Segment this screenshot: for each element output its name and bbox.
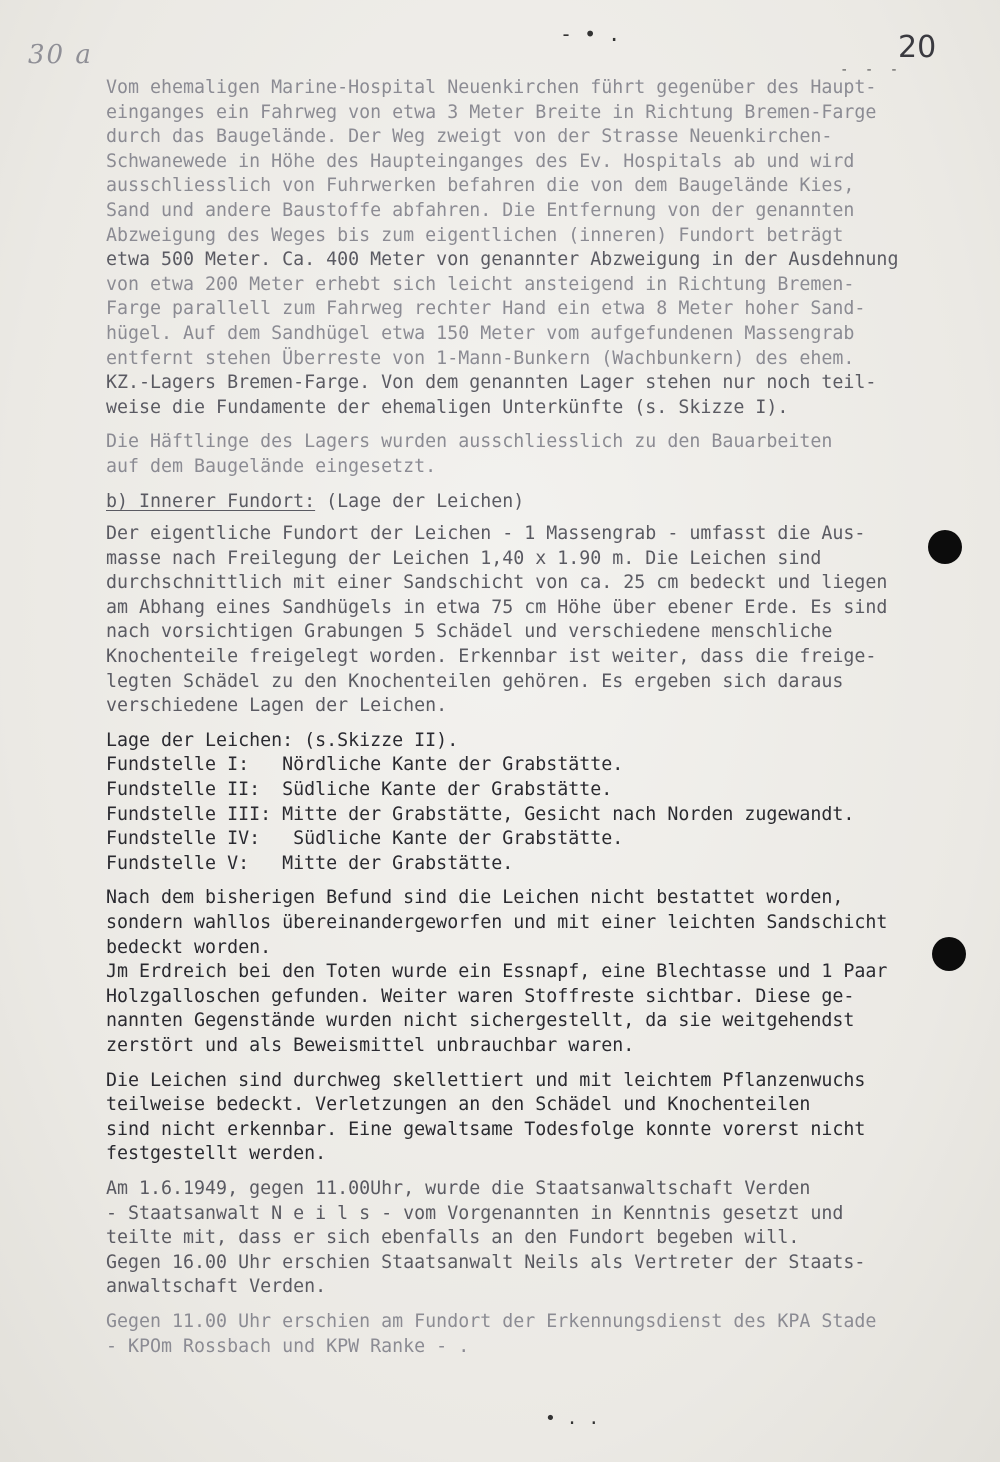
text-line: KZ.-Lagers Bremen-Farge. Von dem genannten Lager stehen nur noch teil- — [106, 372, 877, 394]
text-line: von etwa 200 Meter erhebt sich leicht ansteigend in Richtung Bremen- — [106, 273, 855, 295]
text-line: teilweise bedeckt. Verletzungen an den Schädel und Knochenteilen — [106, 1094, 811, 1116]
text-line: Knochenteile freigelegt worden. Erkennbar ist weiter, dass die freige- — [106, 646, 877, 668]
text-line: Jm Erdreich bei den Toten wurde ein Essnapf, eine Blechtasse und 1 Paar — [106, 961, 888, 983]
section-heading-suffix: (Lage der Leichen) — [315, 490, 525, 512]
text-line: legten Schädel zu den Knochenteilen gehören. Es ergeben sich daraus — [106, 670, 844, 692]
text-line: nach vorsichtigen Grabungen 5 Schädel und verschiedene menschliche — [106, 621, 833, 643]
text-line: Am 1.6.1949, gegen 11.00Uhr, wurde die Staatsanwaltschaft Verden — [106, 1177, 811, 1199]
positions-intro: Lage der Leichen: (s.Skizze II). — [106, 729, 459, 751]
text-line: Gegen 16.00 Uhr erschien Staatsanwalt Neils als Vertreter der Staats- — [106, 1251, 866, 1273]
text-line: auf dem Baugelände eingesetzt. — [106, 455, 437, 477]
text-line: weise die Fundamente der ehemaligen Unterkünfte (s. Skizze I). — [106, 396, 789, 418]
text-line: ausschliesslich von Fuhrwerken befahren die von dem Baugelände Kies, — [106, 175, 855, 197]
list-item: Fundstelle III: Mitte der Grabstätte, Gesicht nach Norden zugewandt. — [106, 803, 855, 825]
text-line: Holzgalloschen gefunden. Weiter waren Stoffreste sichtbar. Diese ge- — [106, 985, 855, 1007]
text-line: sondern wahllos übereinandergeworfen und mit einer leichten Sandschicht — [106, 912, 888, 933]
positions-list — [106, 729, 986, 877]
text-line: Gegen 11.00 Uhr erschien am Fundort der Erkennungsdienst des KPA Stade — [106, 1310, 877, 1332]
header-dashes: - - - — [840, 62, 903, 78]
inner-location-heading — [106, 490, 986, 515]
text-line: festgestellt werden. — [106, 1143, 327, 1165]
text-line: Abzweigung des Weges bis zum eigentlichen (inneren) Fundort beträgt — [106, 224, 844, 246]
text-line: durch das Baugelände. Der Weg zweigt von der Strasse Neuenkirchen- — [106, 126, 833, 148]
section-heading: b) Innerer Fundort: — [106, 490, 316, 512]
inner-location-paragraph — [106, 522, 986, 719]
margin-note: 30 a — [28, 40, 93, 70]
top-marks: - • . — [560, 22, 621, 46]
list-item: Fundstelle I: Nördliche Kante der Grabstätte. — [106, 754, 624, 776]
text-line: Vom ehemaligen Marine-Hospital Neuenkirchen führt gegenüber des Haupt- — [106, 77, 877, 98]
text-line: durchschnittlich mit einer Sandschicht von ca. 25 cm bedeckt und liegen — [106, 572, 888, 594]
text-line: Der eigentliche Fundort der Leichen - 1 Massengrab - umfasst die Aus- — [106, 523, 866, 545]
text-line: Die Leichen sind durchweg skellettiert und mit leichtem Pflanzenwuchs — [106, 1069, 866, 1091]
text-line: anwaltschaft Verden. — [106, 1276, 327, 1298]
text-line: Sand und andere Baustoffe abfahren. Die Entfernung von der genannten — [106, 199, 855, 221]
text-line: nannten Gegenstände wurden nicht sichergestellt, da sie weitgehendst — [106, 1010, 855, 1032]
bottom-marks: • . . — [545, 1408, 600, 1429]
list-item: Fundstelle IV: Südliche Kante der Grabstätte. — [106, 828, 624, 850]
page-number: 20 — [898, 30, 937, 65]
text-line: masse nach Freilegung der Leichen 1,40 x 1.90 m. Die Leichen sind — [106, 547, 822, 569]
text-line: teilte mit, dass er sich ebenfalls an den Fundort begeben will. — [106, 1227, 800, 1249]
text-line: verschiedene Lagen der Leichen. — [106, 695, 448, 717]
text-line: hügel. Auf dem Sandhügel etwa 150 Meter vom aufgefundenen Massengrab — [106, 322, 855, 344]
text-line: etwa 500 Meter. Ca. 400 Meter von genannter Abzweigung in der Ausdehnung — [106, 249, 899, 271]
text-line: entfernt stehen Überreste von 1-Mann-Bunkern (Wachbunkern) des ehem. — [106, 347, 855, 369]
text-line: Die Häftlinge des Lagers wurden ausschliesslich zu den Bauarbeiten — [106, 431, 833, 453]
document-body — [106, 76, 986, 1369]
text-line: Schwanewede in Höhe des Haupteinganges des Ev. Hospitals ab und wird — [106, 150, 855, 172]
text-line: am Abhang eines Sandhügels in etwa 75 cm Höhe über ebener Erde. Es sind — [106, 596, 888, 618]
prisoners-paragraph — [106, 430, 986, 479]
text-line: Farge parallell zum Fahrweg rechter Hand ein etwa 8 Meter hoher Sand- — [106, 298, 866, 320]
burial-paragraph — [106, 886, 986, 1058]
list-item: Fundstelle V: Mitte der Grabstätte. — [106, 852, 514, 874]
outer-location-paragraph — [106, 76, 986, 420]
text-line: zerstört und als Beweismittel unbrauchbar waren. — [106, 1034, 635, 1056]
text-line: sind nicht erkennbar. Eine gewaltsame Todesfolge konnte vorerst nicht — [106, 1118, 866, 1140]
text-line: bedeckt worden. — [106, 936, 272, 958]
condition-paragraph — [106, 1069, 986, 1167]
notification-paragraph — [106, 1177, 986, 1300]
text-line: - KPOm Rossbach und KPW Ranke - . — [106, 1335, 470, 1357]
forensics-paragraph — [106, 1310, 986, 1359]
text-line: Nach dem bisherigen Befund sind die Leichen nicht bestattet worden, — [106, 887, 844, 909]
list-item: Fundstelle II: Südliche Kante der Grabstätte. — [106, 779, 613, 801]
text-line: - Staatsanwalt N e i l s - vom Vorgenannten in Kenntnis gesetzt und — [106, 1202, 844, 1224]
text-line: einganges ein Fahrweg von etwa 3 Meter Breite in Richtung Bremen-Farge — [106, 101, 877, 123]
